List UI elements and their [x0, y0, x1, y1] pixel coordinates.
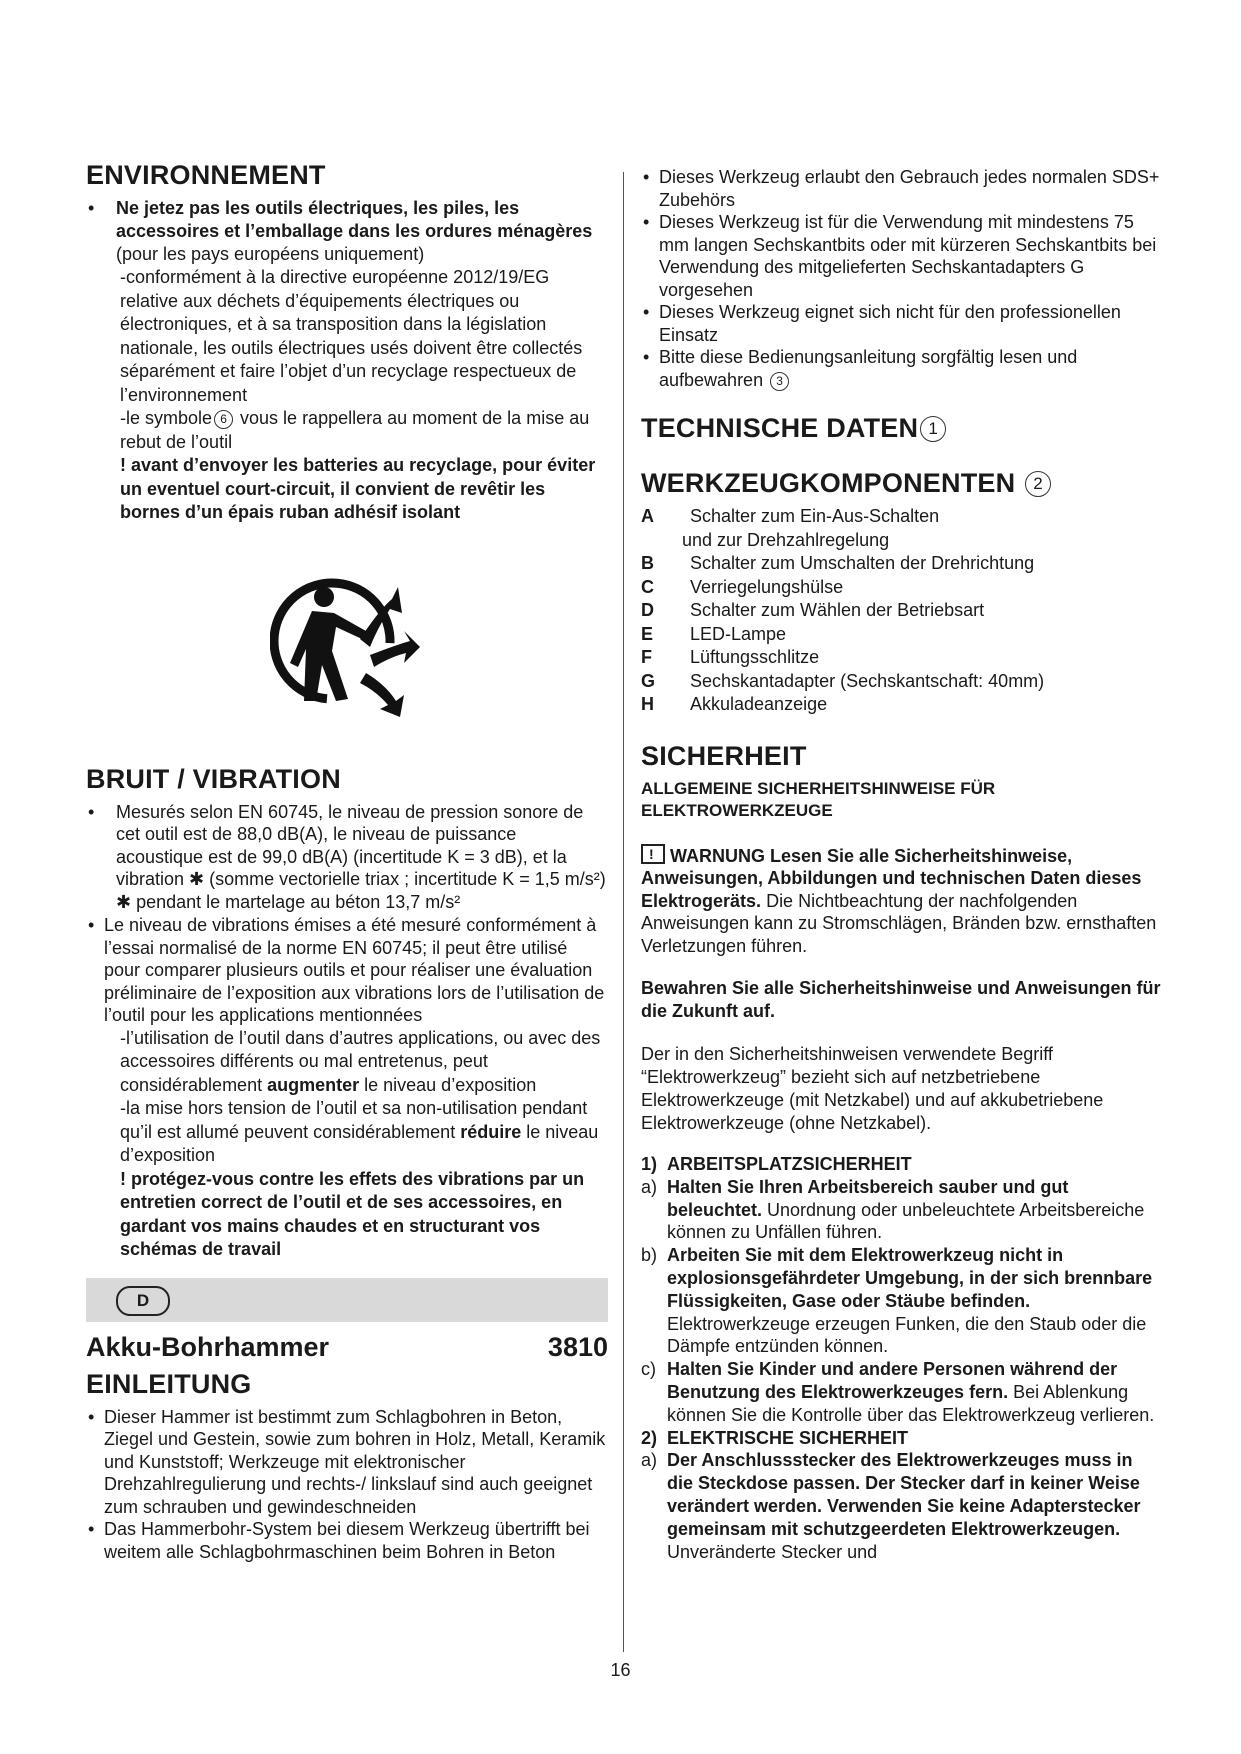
- component-label: [690, 646, 1044, 670]
- section-1b: [641, 1244, 1161, 1358]
- intro-bullet-1: Dieser Hammer ist bestimmt zum Schlagbohren in Beton, Ziegel und Gestein, sowie zum bohren in Holz, Metall, Keramik und Kunststoff; Werkzeuge mit elektronischer Drehzahlregulierung und rechts-/ linkslauf sind auch geeignet zum schrauben und gewindeschneiden: [104, 1406, 606, 1517]
- env-warning: ! avant d’envoyer les batteries au recyclage, pour éviter un eventuel court-circuit, il convient de revêtir les bornes d’un épais ruban adhésif isolant: [120, 455, 596, 522]
- noise-sub1-a: -l’utilisation de l’outil dans d’autres applications, ou avec des accessoires différents ou mal entretenus, peut considérablement: [120, 1027, 601, 1095]
- component-key: A: [641, 506, 654, 526]
- warning-paragraph: [641, 844, 1161, 958]
- noise-sub2-b: le niveau d’exposition: [120, 1121, 599, 1165]
- noise-sub2: [86, 1097, 608, 1168]
- intro-bullet-2: Das Hammerbohr-System bei diesem Werkzeug übertrifft bei weitem alle Schlagbohrmaschinen beim Bohren in Beton: [104, 1519, 590, 1562]
- product-name: Akku-Bohrhammer: [86, 1331, 330, 1362]
- component-row: [641, 552, 1044, 576]
- section-2-title: ELEKTRISCHE SICHERHEIT: [667, 1427, 909, 1448]
- section-2-number: 2): [641, 1427, 658, 1448]
- component-text-cont: und zur Drehzahlregelung: [682, 529, 890, 550]
- component-row: [641, 576, 1044, 600]
- section-2a: [641, 1449, 1161, 1563]
- component-row: [641, 693, 1044, 717]
- ref-number-2: 2: [1025, 471, 1051, 497]
- item-letter: a): [641, 1176, 658, 1197]
- item-bold: Der Anschlussstecker des Elektrowerkzeuges muss in die Steckdose passen. Der Stecker darf in keiner Weise verändert werden. Verwenden Sie keine Adapterstecker gemeinsam mit schutzgeerdeten Elektrowerkzeugen.: [667, 1450, 1141, 1539]
- component-label: [690, 623, 1044, 647]
- noise-sub1: [86, 1027, 608, 1098]
- item-letter: a): [641, 1450, 658, 1471]
- section-2-heading: [641, 1427, 1161, 1450]
- env-sub1: -conformément à la directive européenne 2012/19/EG relative aux déchets d’équipements électriques ou électroniques, et à sa transposition dans la législation nationale, les outils électriques usés doivent être collectés séparément et faire l’objet d’un recyclage respectueux de l’environnement: [120, 267, 583, 405]
- component-text: Sechskantadapter (Sechskantschaft: 40mm): [690, 670, 1045, 691]
- item-rest: Bei Ablenkung können Sie die Kontrolle über das Elektrowerkzeug verlieren.: [667, 1381, 1155, 1425]
- env-bullet-bold: Ne jetez pas les outils électriques, les piles, les accessoires et l’emballage dans les ordures ménagères: [116, 198, 593, 241]
- feature-1: Dieses Werkzeug erlaubt den Gebrauch jedes normalen SDS+ Zubehörs: [659, 167, 1160, 210]
- component-row: [641, 505, 1044, 552]
- list-item: [86, 197, 608, 266]
- left-column: [86, 160, 608, 1563]
- section-1c: [641, 1358, 1161, 1426]
- page-number: 16: [610, 1660, 631, 1680]
- noise-heading: BRUIT / VIBRATION: [86, 763, 341, 794]
- component-key: C: [641, 576, 654, 597]
- noise-bullet-2: Le niveau de vibrations émises a été mesuré conformément à l’essai normalisé de la norme EN 60745; il peut être utilisé pour comparer plusieurs outils et pour réaliser une évaluation préliminaire de l’exposition aux vibrations lors de l’utilisation de l’outil pour les applications mentionnées: [104, 915, 605, 1025]
- list-item: [641, 346, 1161, 391]
- safety-subheading: ALLGEMEINE SICHERHEITSHINWEISE FÜR ELEKTROWERKZEUGE: [641, 778, 996, 820]
- feature-4: Bitte diese Bedienungsanleitung sorgfältig lesen und aufbewahren: [659, 347, 1078, 390]
- noise-sub2-bold: réduire: [460, 1121, 522, 1142]
- feature-2: Dieses Werkzeug ist für die Verwendung mit mindestens 75 mm langen Sechskantbits oder mit kürzeren Sechskantbits bei Verwendung des mitgelieferten Sechskantadapters G vorgesehen: [659, 212, 1157, 300]
- component-text: Verriegelungshülse: [690, 576, 844, 597]
- environment-heading: ENVIRONNEMENT: [86, 160, 326, 190]
- component-text: Schalter zum Umschalten der Drehrichtung: [690, 553, 1035, 573]
- noise-list-2: [86, 914, 608, 1027]
- safety-heading: SICHERHEIT: [641, 740, 807, 771]
- safety-sections: [641, 1153, 1161, 1563]
- ref-number-3: 3: [770, 372, 789, 391]
- component-row: [641, 646, 1044, 670]
- list-item: [641, 301, 1161, 346]
- env-sub2: [86, 407, 608, 454]
- list-item: [641, 166, 1161, 211]
- component-label: [690, 670, 1044, 694]
- tech-heading: [641, 413, 1161, 444]
- warning-rest: Die Nichtbeachtung der nachfolgenden Anweisungen kann zu Stromschlägen, Bränden bzw. ernsthaften Verletzungen führen.: [641, 890, 1157, 956]
- column-divider: [623, 172, 624, 1652]
- component-key: D: [641, 600, 654, 620]
- item-rest: Unordnung oder unbeleuchtete Arbeitsbereiche können zu Unfällen führen.: [667, 1199, 1145, 1243]
- ref-number-6: 6: [214, 410, 233, 429]
- components-table: [641, 505, 1044, 717]
- component-label: [690, 552, 1044, 576]
- component-key: F: [641, 647, 652, 667]
- section-1a: [641, 1176, 1161, 1244]
- noise-sub2-a: -la mise hors tension de l’outil et sa non-utilisation pendant qu’il est allumé peuvent considérablement: [120, 1098, 588, 1142]
- noise-bullet-1: • Mesurés selon EN 60745, le niveau de pression sonore de cet outil est de 88,0 dB(A), le niveau de puissance acoustique est de 99,0 dB(A) (incertitude K = 3 dB), et la vibration ✱ (somme vectorielle triax ; incertitude K = 1,5 m/s²): [116, 801, 606, 889]
- list-item: [641, 211, 1161, 301]
- language-badge: D: [116, 1286, 170, 1316]
- noise-sub1-bold: augmenter: [267, 1074, 360, 1095]
- ref-number-1: 1: [920, 416, 946, 442]
- env-bullet-rest: (pour les pays européens uniquement): [116, 244, 425, 264]
- noise-warning: ! protégez-vous contre les effets des vibrations par un entretien correct de l’outil et de ses accessoires, en gardant vos mains chaudes et en structurant vos schémas de travail: [120, 1168, 585, 1259]
- noise-note: ✱ pendant le martelage au béton 13,7 m/s²: [116, 891, 461, 912]
- environment-list: [86, 197, 608, 266]
- recycle-symbol-icon: [270, 569, 420, 719]
- component-row: [641, 599, 1044, 623]
- item-letter: b): [641, 1245, 658, 1266]
- item-rest: Unveränderte Stecker und: [667, 1541, 878, 1562]
- env-sub2-a: -le symbole: [120, 408, 213, 428]
- component-row: [641, 623, 1044, 647]
- intro-heading: EINLEITUNG: [86, 1368, 252, 1399]
- components-heading: [641, 468, 1161, 499]
- language-bar: [86, 1278, 608, 1322]
- section-1-title: ARBEITSPLATZSICHERHEIT: [667, 1154, 912, 1174]
- item-rest: Elektrowerkzeuge erzeugen Funken, die den Staub oder die Dämpfe entzünden können.: [667, 1313, 1147, 1357]
- component-key: G: [641, 670, 656, 691]
- warning-icon: [641, 844, 665, 864]
- component-label: [690, 599, 1044, 623]
- term-definition: Der in den Sicherheitshinweisen verwendete Begriff “Elektrowerkzeug” bezieht sich auf netzbetriebene Elektrowerkzeuge (mit Netzkabel) und auf akkubetriebene Elektrowerkzeuge (ohne Netzkabel).: [641, 1044, 1104, 1133]
- list-item: [86, 801, 608, 891]
- feature-list: [641, 166, 1161, 391]
- noise-sub1-b: le niveau d’exposition: [359, 1074, 537, 1095]
- item-bold: Halten Sie Kinder und andere Personen während der Benutzung des Elektrowerkzeuges fern.: [667, 1359, 1118, 1402]
- list-item: [86, 1518, 608, 1563]
- component-text: Schalter zum Wählen der Betriebsart: [690, 600, 985, 620]
- keep-instructions: Bewahren Sie alle Sicherheitshinweise und Anweisungen für die Zukunft auf.: [641, 978, 1161, 1021]
- section-1-heading: [641, 1153, 1161, 1176]
- item-bold: Halten Sie Ihren Arbeitsbereich sauber und gut beleuchtet.: [667, 1176, 1069, 1220]
- list-item: [86, 914, 608, 1027]
- right-column: [641, 166, 1161, 1563]
- component-key: E: [641, 623, 654, 644]
- warning-bold: WARNUNG Lesen Sie alle Sicherheitshinweise, Anweisungen, Abbildungen und technischen Daten dieses Elektrogeräts.: [641, 845, 1142, 911]
- component-key: B: [641, 553, 654, 573]
- component-text: Lüftungsschlitze: [690, 647, 820, 667]
- item-bold: Arbeiten Sie mit dem Elektrowerkzeug nicht in explosionsgefährdeter Umgebung, in der sich brennbare Flüssigkeiten, Gase oder Stäube befinden.: [667, 1245, 1153, 1311]
- component-text: Schalter zum Ein-Aus-Schalten: [690, 506, 940, 526]
- components-title: WERKZEUGKOMPONENTEN: [641, 468, 1016, 498]
- section-1-number: 1): [641, 1154, 658, 1174]
- product-title-row: [86, 1332, 608, 1363]
- tech-title: TECHNISCHE DATEN: [641, 413, 919, 443]
- component-label: [690, 576, 1044, 600]
- intro-list: [86, 1406, 608, 1564]
- component-text: LED-Lampe: [690, 623, 787, 644]
- product-number: 3810: [547, 1331, 608, 1362]
- list-item: [86, 1406, 608, 1519]
- noise-list: [86, 801, 608, 891]
- component-text: Akkuladeanzeige: [690, 694, 828, 714]
- feature-3: Dieses Werkzeug eignet sich nicht für den professionellen Einsatz: [659, 302, 1121, 345]
- component-label: [690, 693, 1044, 717]
- component-key: H: [641, 694, 654, 714]
- item-letter: c): [641, 1359, 656, 1380]
- component-label: [682, 505, 1044, 552]
- component-row: [641, 670, 1044, 694]
- env-sub2-b: vous le rappellera au moment de la mise au rebut de l’outil: [120, 408, 590, 452]
